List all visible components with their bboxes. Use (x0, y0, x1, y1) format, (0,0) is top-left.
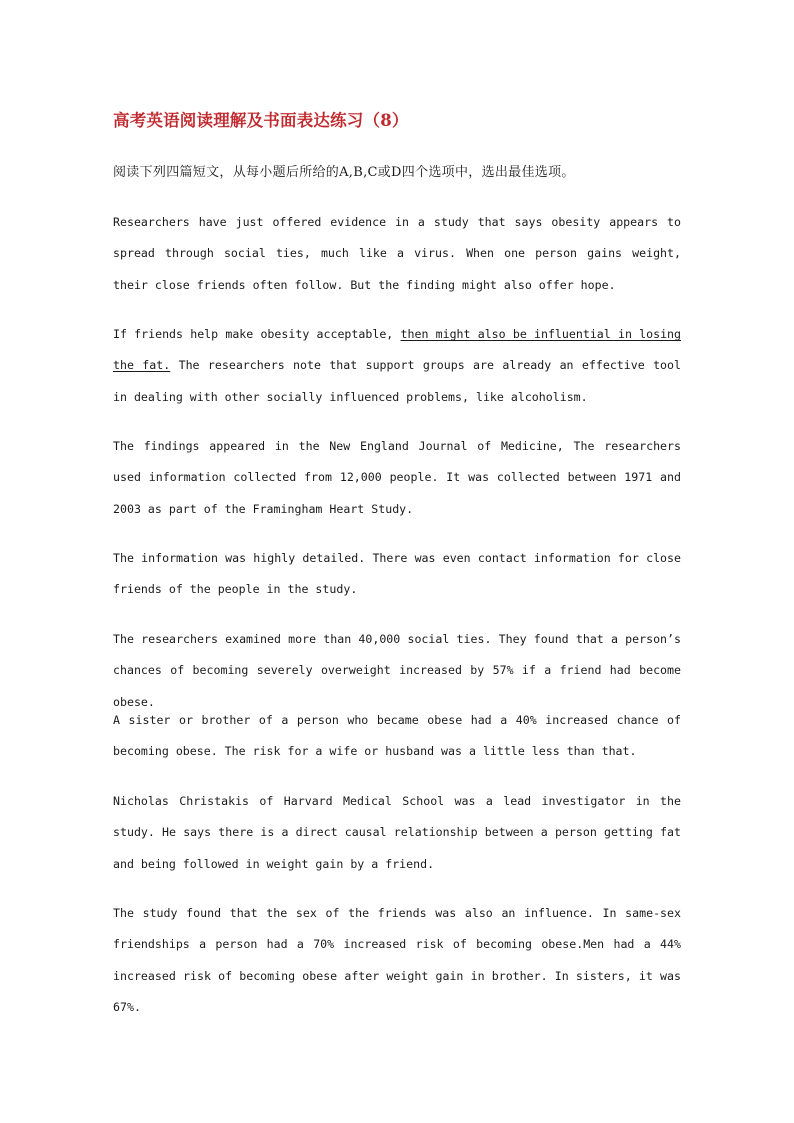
passage-paragraph-8: The study found that the sex of the friends was also an influence. In same-sex friendships a person had a 70% increased risk of becoming obese.Men had a 44% increased risk of becoming obese after weight gain in brother. In sisters, it was 67%. (113, 906, 681, 1014)
passage-paragraph-4: The information was highly detailed. There was even contact information for close friends of the people in the study. (113, 551, 681, 597)
passage-paragraph-5: The researchers examined more than 40,000 social ties. They found that a person’s chances of becoming severely overweight increased by 57% if a friend had become obese. (113, 632, 681, 709)
passage-paragraph-2 (113, 319, 681, 413)
underlined-phrase: then might also be influential in losing the fat. (113, 327, 682, 373)
instructions: 阅读下列四篇短文，从每小题后所给的A,B,C或D四个选项中，选出最佳选项。 (113, 165, 575, 180)
passage-paragraph-6: A sister or brother of a person who became obese had a 40% increased chance of becoming obese. The risk for a wife or husband was a little less than that. (113, 713, 681, 759)
passage-paragraph-1: Researchers have just offered evidence in a study that says obesity appears to spread through social ties, much like a virus. When one person gains weight, their close friends often follow. But the finding might also offer hope. (113, 215, 681, 292)
passage-paragraph-7: Nicholas Christakis of Harvard Medical School was a lead investigator in the study. He says there is a direct causal relationship between a person getting fat and being followed in weight gain by a friend. (113, 794, 681, 871)
passage-paragraph-3: The findings appeared in the New England Journal of Medicine, The researchers used information collected from 12,000 people. It was collected between 1971 and 2003 as part of the Framingham Heart Study. (113, 439, 681, 516)
paragraph-2-lead: If friends help make obesity acceptable, (113, 327, 401, 341)
paragraph-2-rest: The researchers note that support groups are already an effective tool in dealing with other socially influenced problems, like alcoholism. (113, 358, 681, 404)
document-title: 高考英语阅读理解及书面表达练习（8） (113, 111, 409, 130)
